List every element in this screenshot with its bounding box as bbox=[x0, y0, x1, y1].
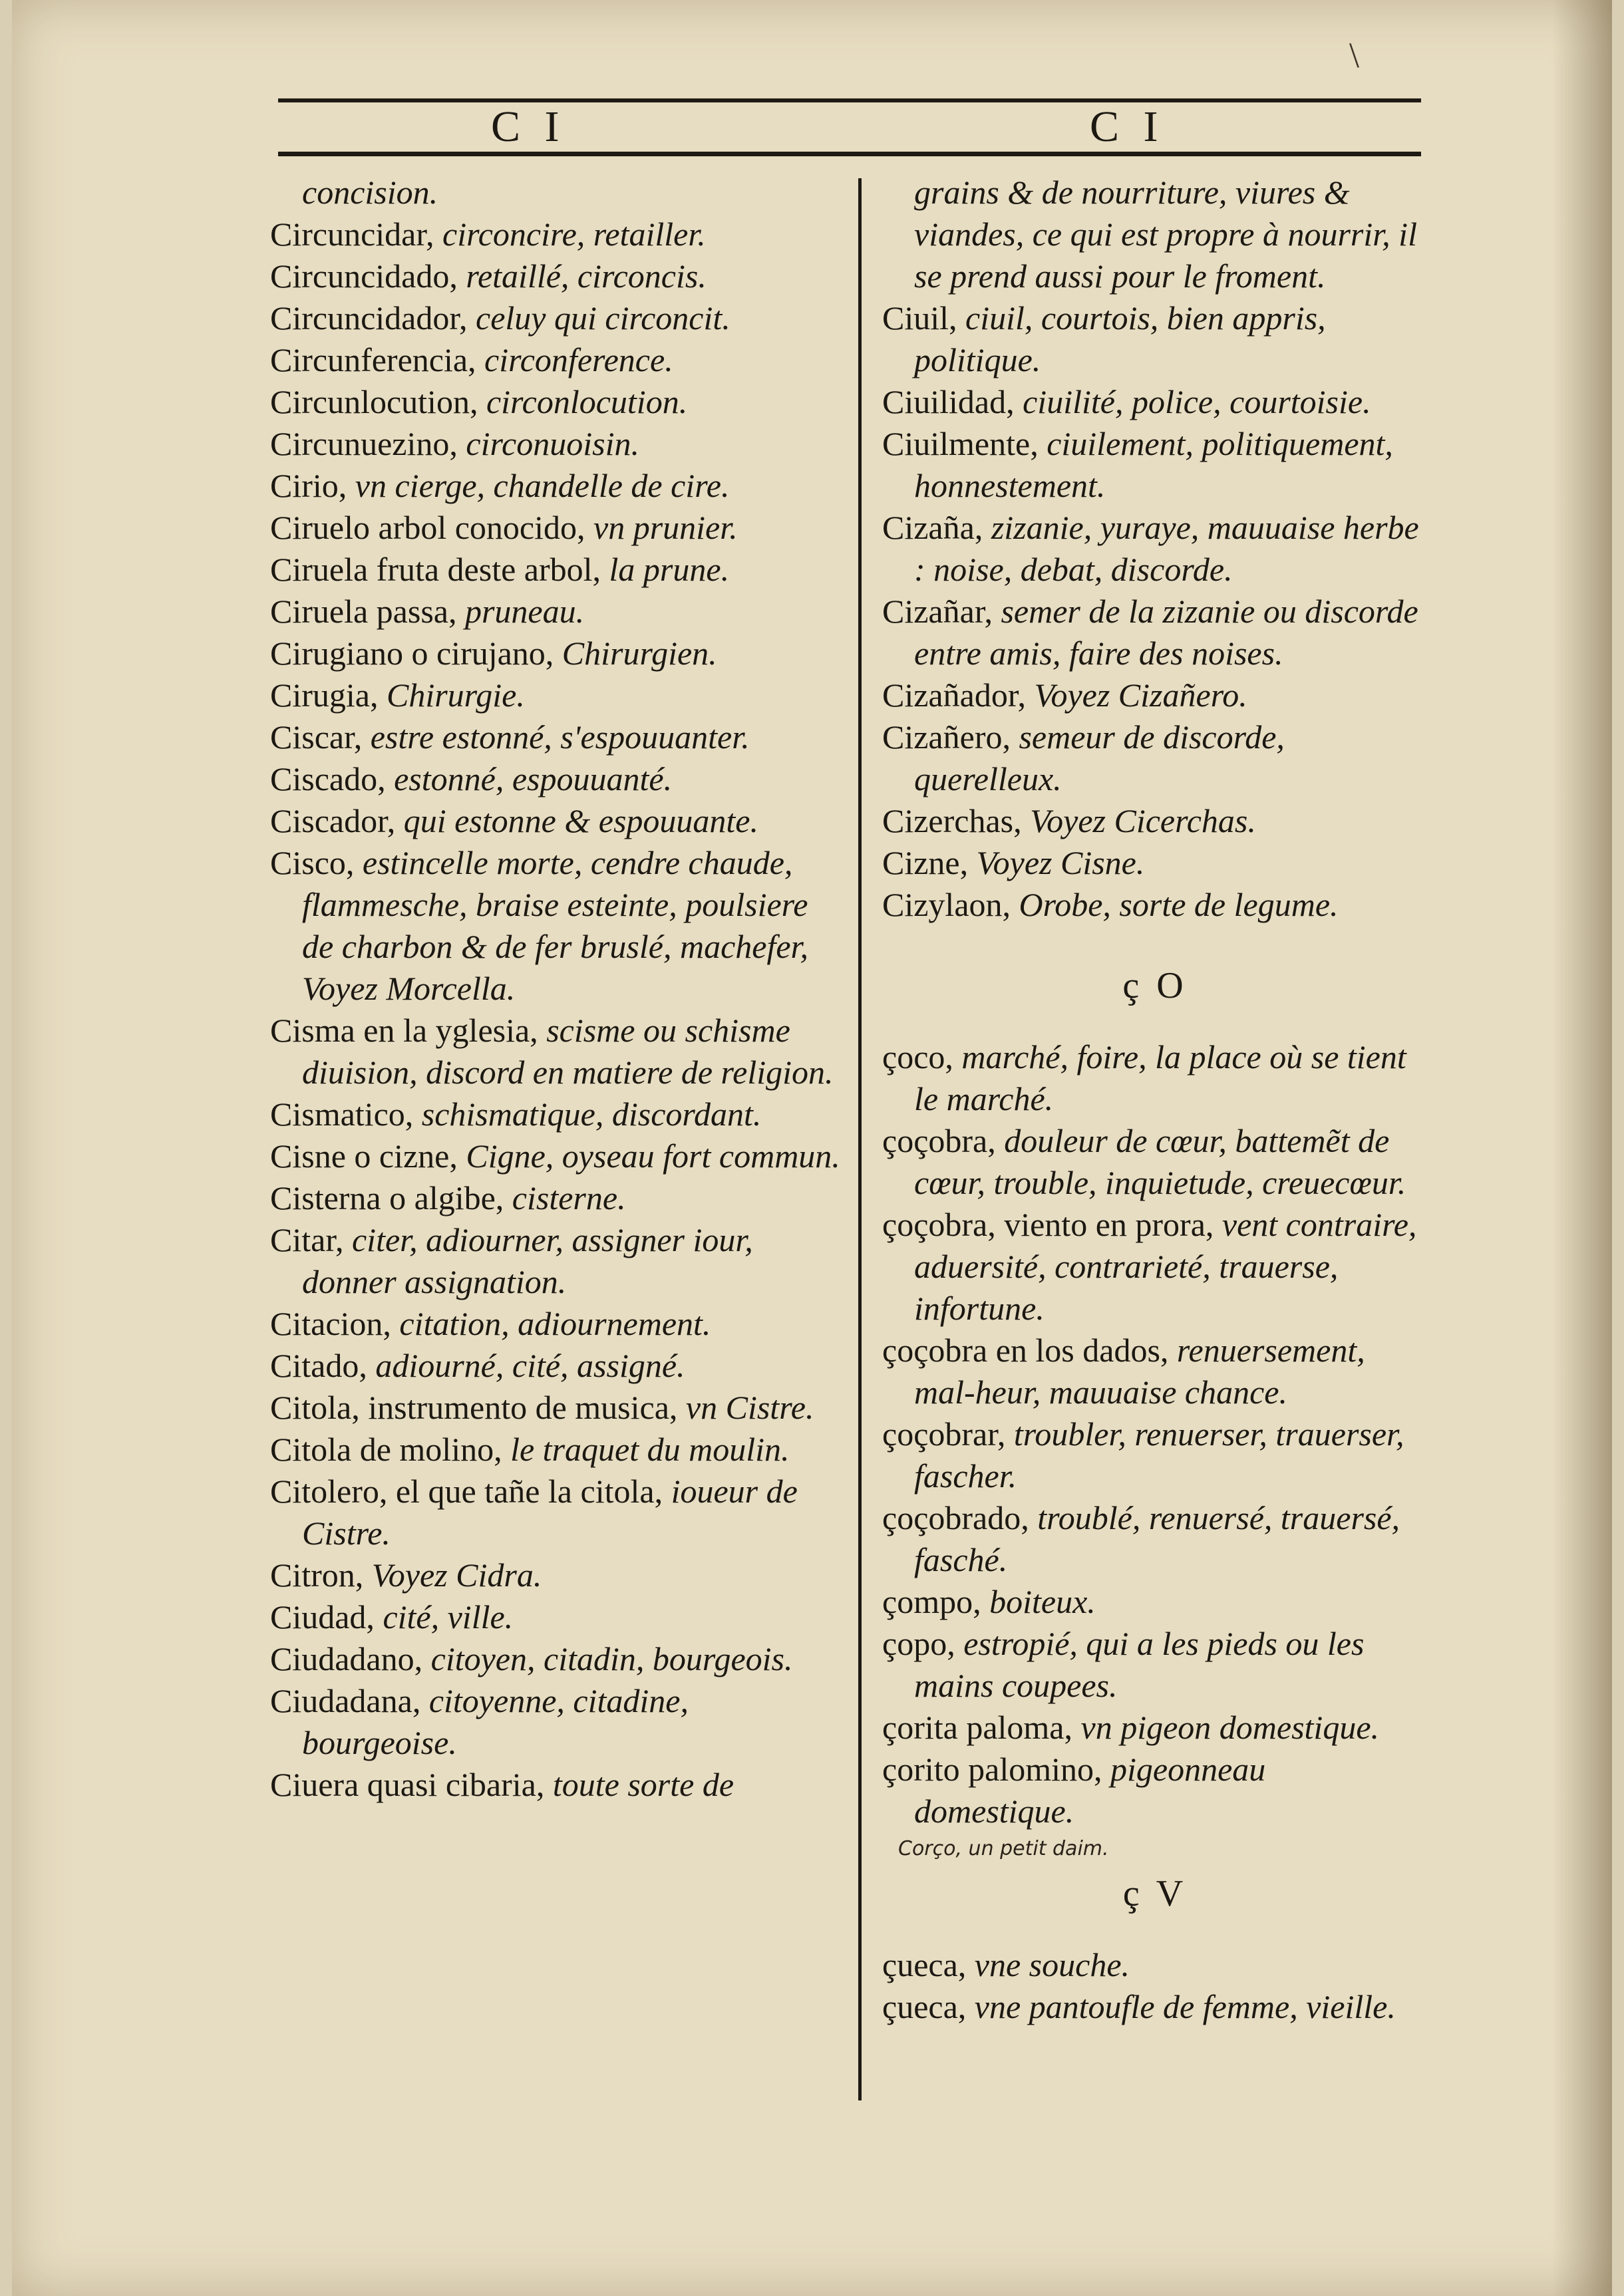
entry-headword: Ciruela passa, bbox=[270, 593, 465, 630]
entry-definition: semer de la zizanie ou discorde entre amis, faire des noises. bbox=[914, 593, 1418, 672]
entry-definition: estropié, qui a les pieds ou les mains coupees. bbox=[914, 1625, 1365, 1704]
entry-headword: Ciuilidad, bbox=[882, 383, 1023, 420]
dictionary-entry bbox=[270, 549, 842, 591]
entry-headword: Cirugiano o cirujano, bbox=[270, 635, 562, 672]
entry-headword: Circuncidar, bbox=[270, 215, 443, 253]
dictionary-entry bbox=[270, 214, 842, 255]
entry-definition: pruneau. bbox=[464, 593, 585, 630]
entry-definition: adiourné, cité, assigné. bbox=[375, 1347, 685, 1384]
entry-definition: Voyez Cidra. bbox=[371, 1556, 542, 1594]
section-cu-entries bbox=[882, 1944, 1428, 2028]
entry-definition: circoncire, retailler. bbox=[442, 215, 706, 253]
dictionary-entry bbox=[882, 1120, 1428, 1204]
dictionary-entry bbox=[270, 1387, 842, 1429]
entry-definition: ciuil, courtois, bien appris, politique. bbox=[914, 299, 1326, 378]
dictionary-entry bbox=[882, 507, 1428, 591]
entry-definition: Chirurgie. bbox=[386, 676, 525, 714]
entry-headword: Citacion, bbox=[270, 1305, 400, 1342]
header-top-rule bbox=[278, 98, 1421, 102]
running-head-right: C I bbox=[1090, 102, 1165, 151]
section-co-entries bbox=[882, 1036, 1428, 1832]
running-head-left: C I bbox=[491, 102, 566, 151]
dictionary-entry bbox=[270, 1638, 842, 1680]
section-heading-co: ç O bbox=[1122, 965, 1188, 1006]
dictionary-entry bbox=[882, 1944, 1428, 1986]
entry-definition: vne souche. bbox=[974, 1946, 1130, 1983]
entry-definition: semeur de discorde, querelleux. bbox=[914, 718, 1285, 797]
entry-headword: Ciudad, bbox=[270, 1598, 383, 1636]
entry-headword: Circuncidado, bbox=[270, 257, 466, 295]
entry-definition: schismatique, discordant. bbox=[421, 1095, 762, 1133]
right-column-entries bbox=[882, 172, 1428, 926]
entry-headword: çompo, bbox=[882, 1583, 990, 1620]
dictionary-entry bbox=[882, 1330, 1428, 1413]
entry-definition: douleur de cœur, battemẽt de cœur, trouble, inquietude, creuecœur. bbox=[914, 1122, 1406, 1201]
entry-headword: Ciscar, bbox=[270, 718, 371, 756]
entry-headword: Ciudadana, bbox=[270, 1682, 429, 1719]
entry-headword: Ciscador, bbox=[270, 802, 404, 839]
entry-definition: Cigne, oyseau fort commun. bbox=[466, 1137, 840, 1175]
dictionary-entry bbox=[270, 423, 842, 465]
entry-headword: Cisterna o algibe, bbox=[270, 1179, 512, 1217]
entry-headword: çueca, bbox=[882, 1988, 975, 2025]
entry-headword: Ciruela fruta deste arbol, bbox=[270, 551, 609, 588]
entry-headword: Citado, bbox=[270, 1347, 376, 1384]
entry-headword: Circunlocution, bbox=[270, 383, 486, 420]
entry-definition: estonné, espouuanté. bbox=[394, 760, 673, 797]
entry-definition: vn Cistre. bbox=[685, 1389, 814, 1426]
entry-definition: cisterne. bbox=[512, 1179, 626, 1217]
dictionary-entry bbox=[882, 1623, 1428, 1707]
entry-headword: Circuncidador, bbox=[270, 299, 476, 337]
entry-definition: grains & de nourriture, viures & viandes, ce qui est propre à nourrir, il se prend aussi pour le froment. bbox=[914, 174, 1417, 295]
entry-headword: Cizaña, bbox=[882, 509, 991, 546]
dictionary-entry bbox=[270, 1177, 842, 1219]
entry-definition: estincelle morte, cendre chaude, flammesche, braise esteinte, poulsiere de charbon & de fer bruslé, machefer, Voyez Morcella. bbox=[302, 844, 808, 1007]
entry-headword: Ciuilmente, bbox=[882, 425, 1047, 462]
dictionary-entry bbox=[270, 800, 842, 842]
entry-headword: Citron, bbox=[270, 1556, 372, 1594]
entry-definition: vne pantoufle de femme, vieille. bbox=[974, 1988, 1396, 2025]
dictionary-entry bbox=[882, 842, 1428, 884]
dictionary-entry bbox=[270, 842, 842, 1010]
dictionary-entry bbox=[270, 255, 842, 297]
entry-headword: Citar, bbox=[270, 1221, 352, 1258]
entry-definition: vn pigeon domestique. bbox=[1080, 1709, 1380, 1746]
entry-definition: zizanie, yuraye, mauuaise herbe : noise, debat, discorde. bbox=[914, 509, 1419, 588]
dictionary-entry bbox=[882, 172, 1428, 297]
entry-definition: la prune. bbox=[609, 551, 730, 588]
dictionary-entry bbox=[882, 1986, 1428, 2028]
entry-headword: Circunuezino, bbox=[270, 425, 466, 462]
entry-definition: circonference. bbox=[484, 341, 673, 378]
dictionary-entry bbox=[270, 591, 842, 633]
entry-definition: ioueur de Cistre. bbox=[302, 1473, 798, 1552]
entry-headword: çoçobrar, bbox=[882, 1415, 1014, 1453]
entry-definition: celuy qui circoncit. bbox=[476, 299, 731, 337]
entry-definition: toute sorte de bbox=[552, 1766, 734, 1803]
entry-headword: çoco, bbox=[882, 1038, 962, 1076]
dictionary-entry bbox=[270, 1764, 842, 1806]
dictionary-entry bbox=[270, 1219, 842, 1303]
dictionary-entry bbox=[270, 507, 842, 549]
entry-headword: çueca, bbox=[882, 1946, 975, 1983]
entry-definition: vn cierge, chandelle de cire. bbox=[355, 467, 730, 504]
dictionary-entry bbox=[270, 339, 842, 381]
dictionary-entry bbox=[270, 381, 842, 423]
entry-headword: Cismatico, bbox=[270, 1095, 422, 1133]
header-bottom-rule bbox=[278, 152, 1421, 156]
dictionary-entry bbox=[270, 172, 842, 214]
entry-definition: ciuilité, police, courtoisie. bbox=[1023, 383, 1371, 420]
page-corner-mark: \ bbox=[1349, 35, 1359, 75]
entry-definition: cité, ville. bbox=[383, 1598, 514, 1636]
entry-headword: Cisne o cizne, bbox=[270, 1137, 466, 1175]
dictionary-entry bbox=[882, 1749, 1428, 1832]
dictionary-entry bbox=[270, 1554, 842, 1596]
entry-definition: circonuoisin. bbox=[466, 425, 639, 462]
dictionary-entry bbox=[882, 591, 1428, 674]
dictionary-entry bbox=[882, 423, 1428, 507]
entry-definition: Voyez Cicerchas. bbox=[1030, 802, 1256, 839]
entry-headword: Ciuil, bbox=[882, 299, 966, 337]
book-page bbox=[12, 0, 1612, 2296]
entry-definition: le traquet du moulin. bbox=[510, 1431, 790, 1468]
page-edge-shadow bbox=[1552, 0, 1612, 2296]
entry-definition: citoyen, citadin, bourgeois. bbox=[430, 1640, 793, 1677]
entry-headword: Circunferencia, bbox=[270, 341, 485, 378]
entry-headword: Ciuera quasi cibaria, bbox=[270, 1766, 553, 1803]
entry-headword: çorito palomino, bbox=[882, 1751, 1110, 1788]
entry-headword: Cizañador, bbox=[882, 676, 1035, 714]
right-column bbox=[882, 172, 1428, 2028]
entry-headword: Cisma en la yglesia, bbox=[270, 1012, 547, 1049]
entry-headword: Citola de molino, bbox=[270, 1431, 511, 1468]
entry-definition: Chirurgien. bbox=[562, 635, 717, 672]
entry-definition: citer, adiourner, assigner iour, donner assignation. bbox=[302, 1221, 753, 1300]
dictionary-entry bbox=[270, 1471, 842, 1554]
left-column bbox=[270, 172, 842, 1806]
dictionary-entry bbox=[270, 297, 842, 339]
entry-headword: çoçobra, viento en prora, bbox=[882, 1206, 1222, 1243]
dictionary-entry bbox=[270, 716, 842, 758]
entry-definition: boiteux. bbox=[989, 1583, 1096, 1620]
entry-headword: çoçobra, bbox=[882, 1122, 1005, 1159]
entry-headword: Cirio, bbox=[270, 467, 355, 504]
entry-definition: qui estonne & espouuante. bbox=[403, 802, 758, 839]
entry-definition: scisme ou schisme diuision, discord en matiere de religion. bbox=[302, 1012, 834, 1091]
dictionary-entry bbox=[882, 297, 1428, 381]
entry-definition: Orobe, sorte de legume. bbox=[1019, 886, 1339, 923]
entry-headword: çoçobrado, bbox=[882, 1499, 1038, 1536]
dictionary-entry bbox=[270, 465, 842, 507]
entry-headword: Ciscado, bbox=[270, 760, 395, 797]
entry-definition: citoyenne, citadine, bourgeoise. bbox=[302, 1682, 689, 1761]
entry-definition: vent contraire, aduersité, contrarieté, trauerse, infortune. bbox=[914, 1206, 1417, 1327]
dictionary-entry bbox=[270, 1429, 842, 1471]
entry-definition: Voyez Cizañero. bbox=[1034, 676, 1247, 714]
dictionary-entry bbox=[882, 381, 1428, 423]
entry-headword: Cizañar, bbox=[882, 593, 1001, 630]
dictionary-entry bbox=[270, 1135, 842, 1177]
dictionary-entry bbox=[882, 1581, 1428, 1623]
dictionary-entry bbox=[270, 1680, 842, 1764]
handwritten-note: Corço, un petit daim. bbox=[898, 1837, 1109, 1860]
entry-definition: troublé, renuersé, trauersé, fasché. bbox=[914, 1499, 1400, 1578]
entry-definition: renuersement, mal-heur, mauuaise chance. bbox=[914, 1332, 1365, 1411]
entry-headword: Citolero, el que tañe la citola, bbox=[270, 1473, 671, 1510]
dictionary-entry bbox=[270, 633, 842, 674]
dictionary-entry bbox=[270, 674, 842, 716]
dictionary-entry bbox=[270, 1010, 842, 1093]
dictionary-entry bbox=[882, 1707, 1428, 1749]
section-heading-cu: ç V bbox=[1122, 1873, 1188, 1914]
dictionary-entry bbox=[882, 1497, 1428, 1581]
entry-headword: Cizañero, bbox=[882, 718, 1019, 756]
dictionary-entry bbox=[882, 674, 1428, 716]
dictionary-entry bbox=[270, 1596, 842, 1638]
entry-definition: marché, foire, la place où se tient le marché. bbox=[914, 1038, 1406, 1117]
dictionary-entry bbox=[882, 716, 1428, 800]
entry-definition: vn prunier. bbox=[593, 509, 738, 546]
entry-definition: circonlocution. bbox=[486, 383, 688, 420]
entry-definition: troubler, renuerser, trauerser, fascher. bbox=[914, 1415, 1404, 1495]
entry-definition: Voyez Cisne. bbox=[976, 844, 1145, 881]
dictionary-entry bbox=[882, 800, 1428, 842]
entry-definition: concision. bbox=[302, 174, 438, 211]
entry-headword: Cizne, bbox=[882, 844, 977, 881]
entry-headword: Citola, instrumento de musica, bbox=[270, 1389, 686, 1426]
entry-definition: retaillé, circoncis. bbox=[466, 257, 707, 295]
dictionary-entry bbox=[270, 1093, 842, 1135]
entry-headword: Cizerchas, bbox=[882, 802, 1031, 839]
column-divider-rule bbox=[858, 178, 862, 2100]
entry-headword: Cizylaon, bbox=[882, 886, 1019, 923]
dictionary-entry bbox=[270, 1345, 842, 1387]
entry-definition: citation, adiournement. bbox=[399, 1305, 711, 1342]
dictionary-entry bbox=[270, 1303, 842, 1345]
entry-headword: Ciudadano, bbox=[270, 1640, 431, 1677]
entry-definition: ciuilement, politiquement, honnestement. bbox=[914, 425, 1393, 504]
entry-headword: çoçobra en los dados, bbox=[882, 1332, 1177, 1369]
dictionary-entry bbox=[882, 884, 1428, 926]
entry-headword: Ciruelo arbol conocido, bbox=[270, 509, 593, 546]
dictionary-entry bbox=[270, 758, 842, 800]
entry-definition: estre estonné, s'espouuanter. bbox=[370, 718, 750, 756]
entry-headword: çopo, bbox=[882, 1625, 964, 1662]
dictionary-entry bbox=[882, 1413, 1428, 1497]
entry-headword: Cirugia, bbox=[270, 676, 387, 714]
entry-headword: çorita paloma, bbox=[882, 1709, 1081, 1746]
entry-definition: pigeonneau domestique. bbox=[914, 1751, 1266, 1830]
entry-headword: Cisco, bbox=[270, 844, 363, 881]
dictionary-entry bbox=[882, 1036, 1428, 1120]
dictionary-entry bbox=[882, 1204, 1428, 1330]
